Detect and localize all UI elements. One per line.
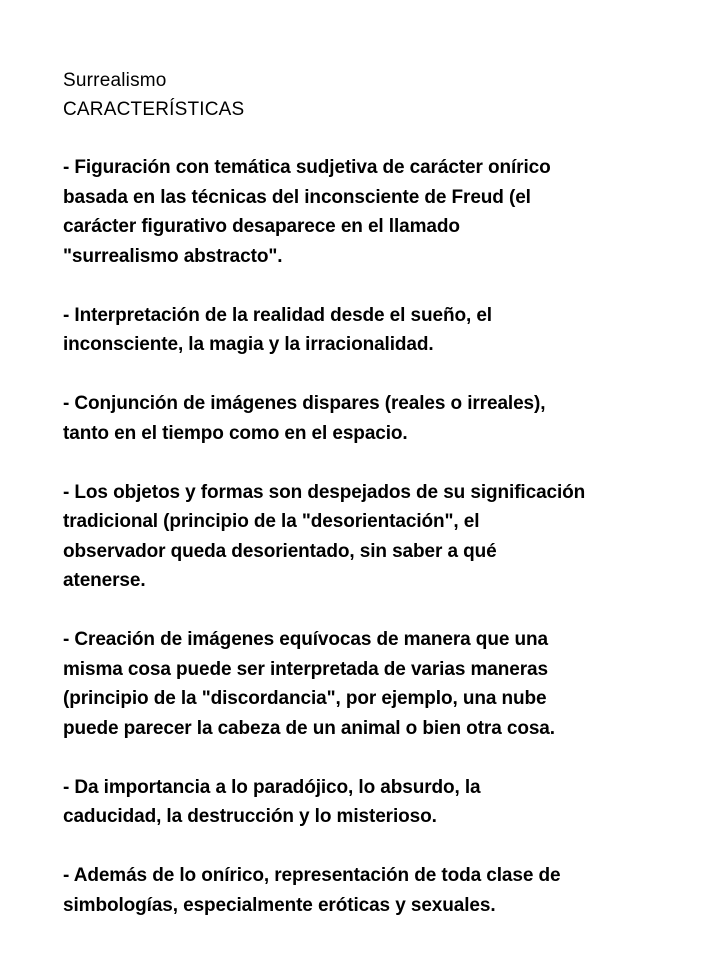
document-subtitle: CARACTERÍSTICAS <box>63 99 245 120</box>
item-line: inconsciente, la magia y la irracionalidad. <box>63 334 434 355</box>
list-item <box>63 301 663 360</box>
spacer <box>63 124 663 153</box>
item-line: simbologías, especialmente eróticas y sexuales. <box>63 894 496 916</box>
item-line: puede parecer la cabeza de un animal o bien otra cosa. <box>63 717 555 739</box>
item-line: - Da importancia a lo paradójico, lo absurdo, la <box>63 776 481 798</box>
item-line: (principio de la "discordancia", por ejemplo, una nube <box>63 688 547 709</box>
item-line: - Interpretación de la realidad desde el sueño, el <box>63 304 492 326</box>
list-item <box>63 625 663 743</box>
item-line: atenerse. <box>63 570 146 591</box>
document-page <box>63 66 663 920</box>
list-item <box>63 773 663 832</box>
item-line: carácter figurativo desaparece en el llamado <box>63 216 460 237</box>
item-line: observador queda desorientado, sin saber a qué <box>63 540 497 562</box>
item-line: tradicional (principio de la "desorientación", el <box>63 511 480 532</box>
list-item <box>63 861 663 920</box>
characteristics-list <box>63 153 663 920</box>
list-item <box>63 153 663 271</box>
item-line: caducidad, la destrucción y lo misterioso. <box>63 806 437 827</box>
item-line: tanto en el tiempo como en el espacio. <box>63 422 408 444</box>
item-line: - Conjunción de imágenes dispares (reales o irreales), <box>63 393 546 414</box>
item-line: basada en las técnicas del inconsciente de Freud (el <box>63 186 531 208</box>
list-item <box>63 478 663 596</box>
item-line: misma cosa puede ser interpretada de varias maneras <box>63 658 548 680</box>
item-line: - Los objetos y formas son despejados de su significación <box>63 481 586 503</box>
item-line: - Figuración con temática sudjetiva de carácter onírico <box>63 157 551 178</box>
item-line: - Creación de imágenes equívocas de manera que una <box>63 629 548 650</box>
list-item <box>63 389 663 448</box>
document-title: Surrealismo <box>63 70 167 91</box>
item-line: "surrealismo abstracto". <box>63 245 283 267</box>
item-line: - Además de lo onírico, representación de toda clase de <box>63 865 561 886</box>
